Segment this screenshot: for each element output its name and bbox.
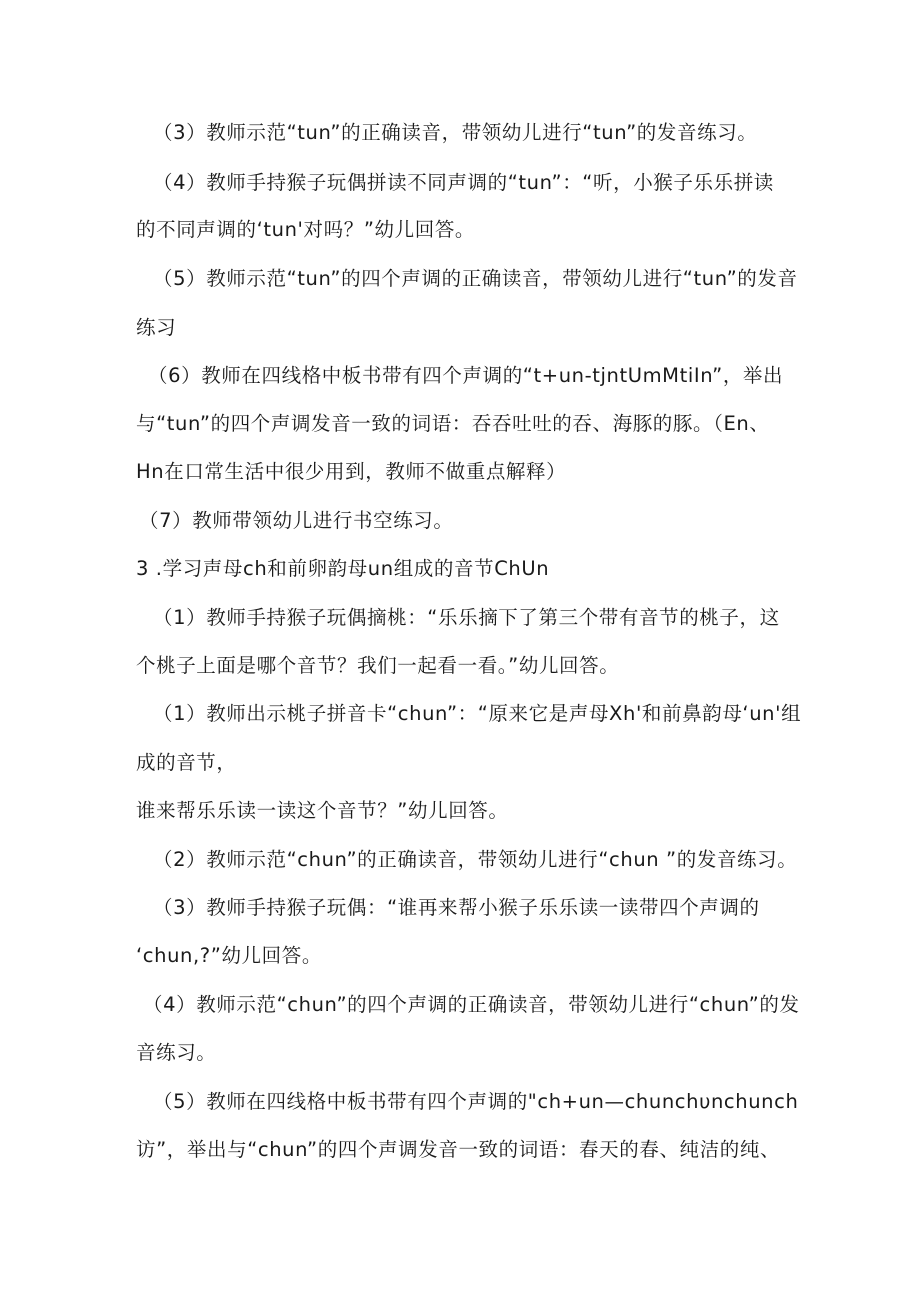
text-line: （3）教师手持猴子玩偶：“谁再来帮小猴子乐乐读一读带四个声调的 [153, 896, 760, 919]
text-line: （7）教师带领幼儿进行书空练习。 [139, 509, 454, 532]
text-line: （1）教师出示桃子拼音卡“chun”：“原来它是声母Xh'和前鼻韵母‘un'组 [153, 702, 802, 725]
text-line: （5）教师在四线格中板书带有四个声调的"ch+un—chunchυnchunch [153, 1090, 799, 1113]
text-line: （5）教师示范“tun”的四个声调的正确读音，带领幼儿进行“tun”的发音 [153, 267, 798, 290]
text-line: Hn在口常生活中很少用到，教师不做重点解释） [136, 460, 567, 483]
text-line: 练习 [136, 316, 177, 339]
text-line: （2）教师示范“chun”的正确读音，带领幼儿进行“chun ”的发音练习。 [153, 848, 798, 871]
text-line: （6）教师在四线格中板书带有四个声调的“t+un-tjntUmMtiIn”，举出 [148, 364, 784, 387]
text-line: （4）教师手持猴子玩偶拼读不同声调的“tun”：“听，小猴子乐乐拼读 [153, 171, 774, 194]
text-line: 访”，举出与“chun”的四个声调发音一致的词语：春天的春、纯洁的纯、 [136, 1138, 781, 1161]
text-line: 音练习。 [136, 1041, 217, 1064]
text-line: 个桃子上面是哪个音节？我们一起看一看。”幼儿回答。 [136, 654, 620, 677]
text-line: 与“tun”的四个声调发音一致的词语：吞吞吐吐的吞、海豚的豚。（En、 [136, 412, 770, 435]
text-line: ‘chun,?”幼儿回答。 [136, 944, 322, 967]
text-line: 谁来帮乐乐读一读这个音节？”幼儿回答。 [136, 799, 509, 822]
text-line: （4）教师示范“chun”的四个声调的正确读音，带领幼儿进行“chun”的发 [143, 993, 800, 1016]
text-line: （3）教师示范“tun”的正确读音，带领幼儿进行“tun”的发音练习。 [153, 121, 758, 144]
text-line: 的不同声调的‘tun'对吗？”幼儿回答。 [136, 218, 476, 241]
section-heading: 3 .学习声母ch和前卵韵母un组成的音节ChUn [136, 557, 550, 580]
text-line: 成的音节， [136, 751, 237, 774]
text-line: （1）教师手持猴子玩偶摘桃：“乐乐摘下了第三个带有音节的桃子，这 [153, 606, 780, 629]
